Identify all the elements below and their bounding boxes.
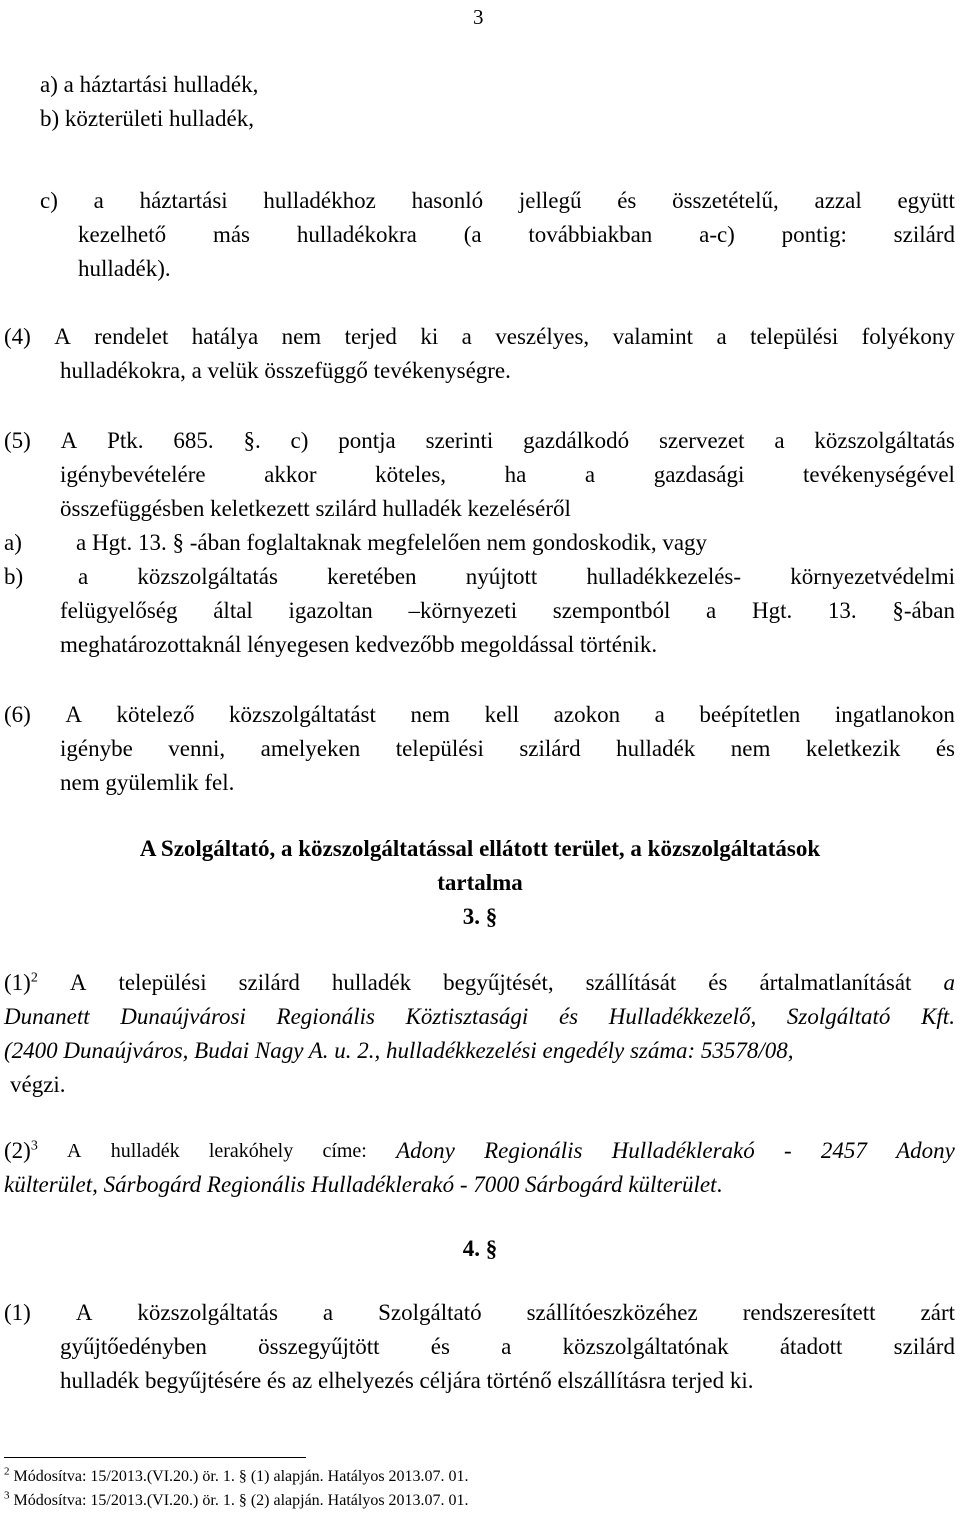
word: (a [463, 222, 482, 247]
word: hulladék [110, 1140, 180, 1162]
word: 2457 [820, 1138, 867, 1163]
paragraph-6-line1 [4, 698, 955, 732]
word: gazdálkodó [523, 428, 630, 453]
word: A [54, 324, 71, 349]
word: Hgt. [751, 598, 793, 623]
footnote-2-number: 2 [4, 1465, 10, 1478]
word: gazdasági [653, 462, 745, 487]
list-item-b: b) közterületi hulladék, [40, 106, 254, 131]
word: Köztisztasági [405, 1004, 529, 1029]
word: c) [40, 188, 58, 213]
word: szállítását [585, 970, 677, 995]
word: igazoltan [288, 598, 373, 623]
word: akkor [264, 462, 317, 487]
section-3-para-1-line4: végzi. [10, 1072, 66, 1097]
word: - [783, 1138, 792, 1163]
word: települési [118, 970, 207, 995]
word: nem [730, 736, 771, 761]
word: Szolgáltató [378, 1300, 482, 1325]
word: a [501, 1334, 512, 1359]
word: pontig: [781, 222, 847, 247]
word: felügyelőség [60, 598, 178, 623]
word: ártalmatlanítását [759, 970, 912, 995]
word: hasonló [411, 188, 484, 213]
word: Hulladékkezelő, [608, 1004, 757, 1029]
section-3-para-1-line1 [4, 966, 955, 1000]
word: szervezet [658, 428, 745, 453]
paragraph-5-line3: összefüggésben keletkezett szilárd hulladék kezeléséről [60, 496, 571, 521]
word: nem [410, 702, 451, 727]
word: szerinti [425, 428, 494, 453]
word: hulladékhoz [263, 188, 376, 213]
paragraph-5-b-line3: meghatározottaknál lényegesen kedvezőbb megoldással történik. [60, 632, 658, 657]
word: összetételű, [672, 188, 779, 213]
word: begyűjtését, [443, 970, 554, 995]
word: §. [243, 428, 261, 453]
word: Adony [396, 1138, 455, 1163]
word: és [935, 736, 955, 761]
word: veszélyes, [495, 324, 590, 349]
word: közszolgáltatást [229, 702, 376, 727]
word: A [67, 1140, 82, 1162]
word: nem [281, 324, 322, 349]
word: a-c) [699, 222, 735, 247]
word: közszolgáltatónak [562, 1334, 729, 1359]
section-3-para-1-line2 [4, 1000, 955, 1034]
para-number: (2) [4, 1138, 31, 1163]
paragraph-4-line2: hulladékokra, a velük összefüggő tevékenységre. [60, 358, 511, 383]
section-4-para-1-line3: hulladék begyűjtésére és az elhelyezés céljára történő elszállításra terjed ki. [60, 1368, 754, 1393]
word: települési [750, 324, 839, 349]
word: §-ában [892, 598, 955, 623]
word: rendelet [94, 324, 169, 349]
word: szempontból [552, 598, 671, 623]
word: –környezeti [408, 598, 518, 623]
word: közszolgáltatás [137, 564, 278, 589]
section-heading-line2: tartalma [437, 870, 523, 895]
word: szilárd [238, 970, 300, 995]
word: közszolgáltatás [814, 428, 955, 453]
word: Regionális [276, 1004, 375, 1029]
paragraph-5-a-text: a Hgt. 13. § -ában foglaltaknak megfelelően nem gondoskodik, vagy [76, 530, 708, 555]
s3p2-line2-end: . [716, 1172, 723, 1197]
word: a [461, 324, 472, 349]
word: venni, [168, 736, 226, 761]
para-number: (1) [4, 970, 31, 995]
word: környezetvédelmi [790, 564, 955, 589]
word: kötelező [116, 702, 195, 727]
footnote-3-text: Módosítva: 15/2013.(VI.20.) ör. 1. § (2) alapján. Hatályos 2013.07. 01. [13, 1492, 469, 1509]
word: Szolgáltató [786, 1004, 891, 1029]
section-3-para-2-line1 [4, 1134, 955, 1168]
word: A [75, 1300, 93, 1325]
word: által [213, 598, 253, 623]
list-item-c-line3: hulladék). [78, 256, 171, 281]
word: valamint [612, 324, 694, 349]
word: Dunanett [4, 1004, 90, 1029]
word: beépítetlen [699, 702, 801, 727]
word: Kft. [921, 1004, 955, 1029]
paragraph-5-line1 [4, 424, 955, 458]
word: c) [290, 428, 309, 453]
word: és [617, 188, 637, 213]
footnote-ref-3[interactable]: 3 [30, 1138, 38, 1154]
word: címe: [322, 1140, 367, 1162]
word: (5) [4, 428, 31, 453]
word: a [654, 702, 665, 727]
word: azokon [553, 702, 621, 727]
word: a [93, 188, 104, 213]
word: gyűjtőedényben [60, 1334, 207, 1359]
paragraph-5-b-line2 [60, 594, 955, 628]
footnote-separator [4, 1457, 306, 1458]
word: zárt [920, 1300, 955, 1325]
section-4-para-1-line1 [4, 1296, 955, 1330]
page-number: 3 [473, 5, 484, 29]
word: a [774, 428, 785, 453]
word: A [69, 970, 87, 995]
word: köteles, [375, 462, 447, 487]
word: igénybevételére [60, 462, 206, 487]
footnote-2-text: Módosítva: 15/2013.(VI.20.) ör. 1. § (1) alapján. Hatályos 2013.07. 01. [13, 1468, 469, 1485]
word: Hulladéklerakó [611, 1138, 755, 1163]
word: együtt [897, 188, 955, 213]
section-3-para-2-line2 [4, 1168, 960, 1202]
word: 13. [827, 598, 857, 623]
s3p1-italic-a: a [943, 970, 955, 995]
word: keletkezik [805, 736, 901, 761]
section-3-para-1-line3: (2400 Dunaújváros, Budai Nagy A. u. 2., hulladékkezelési engedély száma: 53578/08, [4, 1038, 794, 1063]
word: átadott [779, 1334, 843, 1359]
word: ha [504, 462, 527, 487]
s3p2-line2-italic: külterület, Sárbogárd Regionális Hulladéklerakó - 7000 Sárbogárd külterület [4, 1172, 717, 1197]
word: ki [420, 324, 439, 349]
word: igénybe [60, 736, 133, 761]
paragraph-6-line3: nem gyülemlik fel. [60, 770, 235, 795]
word: közszolgáltatás [137, 1300, 278, 1325]
footnote-ref-2[interactable]: 2 [30, 970, 38, 986]
word: tevékenységével [802, 462, 955, 487]
word: A [60, 428, 78, 453]
word: nyújtott [465, 564, 538, 589]
section-heading-line1: A Szolgáltató, a közszolgáltatással ellátott terület, a közszolgáltatások [139, 836, 821, 861]
word: összegyűjtött [258, 1334, 380, 1359]
word: A [65, 702, 82, 727]
word: (1) [4, 1300, 31, 1325]
word: 685. [173, 428, 214, 453]
word: (6) [4, 702, 31, 727]
word: ingatlanokon [834, 702, 955, 727]
paragraph-5-b-label: b) [4, 564, 24, 589]
word: a [584, 462, 596, 487]
word: a [78, 564, 89, 589]
word: más [212, 222, 250, 247]
paragraph-5-b-line1 [78, 560, 955, 594]
word: jellegű [518, 188, 582, 213]
word: lerakóhely [208, 1140, 294, 1162]
section-4-para-1-line2 [60, 1330, 955, 1364]
word: hatálya [191, 324, 259, 349]
word: azzal [814, 188, 862, 213]
word: amelyeken [260, 736, 361, 761]
word: Ptk. [107, 428, 144, 453]
word: háztartási [139, 188, 228, 213]
word: (4) [4, 324, 31, 349]
word: szilárd [893, 1334, 955, 1359]
list-item-c-line1 [40, 184, 955, 218]
word: szállítóeszközéhez [526, 1300, 698, 1325]
word: keretében [327, 564, 417, 589]
word: hulladékokra [296, 222, 417, 247]
word: és [558, 1004, 579, 1029]
list-item-c-line2 [78, 218, 955, 252]
word: továbbiakban [528, 222, 653, 247]
word: a [322, 1300, 334, 1325]
word: hulladék [331, 970, 412, 995]
word: Adony [896, 1138, 955, 1163]
footnote-2 [4, 1467, 469, 1487]
word: szilárd [519, 736, 581, 761]
word: hulladék [616, 736, 696, 761]
word: Dunaújvárosi [120, 1004, 246, 1029]
word: rendszeresített [742, 1300, 876, 1325]
section-3-title: 3. § [462, 904, 498, 929]
section-4-title: 4. § [462, 1236, 498, 1261]
word: és [708, 970, 728, 995]
word: Regionális [484, 1138, 583, 1163]
paragraph-4-line1 [4, 320, 955, 354]
word: a [716, 324, 727, 349]
word: hulladékkezelés- [586, 564, 742, 589]
word: folyékony [861, 324, 955, 349]
paragraph-5-a-label: a) [4, 530, 22, 555]
word: a [706, 598, 717, 623]
word: szilárd [893, 222, 955, 247]
word: kezelhető [78, 222, 167, 247]
paragraph-5-line2 [60, 458, 955, 492]
word: kell [484, 702, 520, 727]
word: és [430, 1334, 450, 1359]
word: pontja [338, 428, 396, 453]
word: települési [395, 736, 484, 761]
footnote-3-number: 3 [4, 1489, 10, 1502]
paragraph-6-line2 [60, 732, 955, 766]
word: terjed [344, 324, 397, 349]
list-item-a: a) a háztartási hulladék, [40, 72, 259, 97]
footnote-3 [4, 1491, 469, 1511]
